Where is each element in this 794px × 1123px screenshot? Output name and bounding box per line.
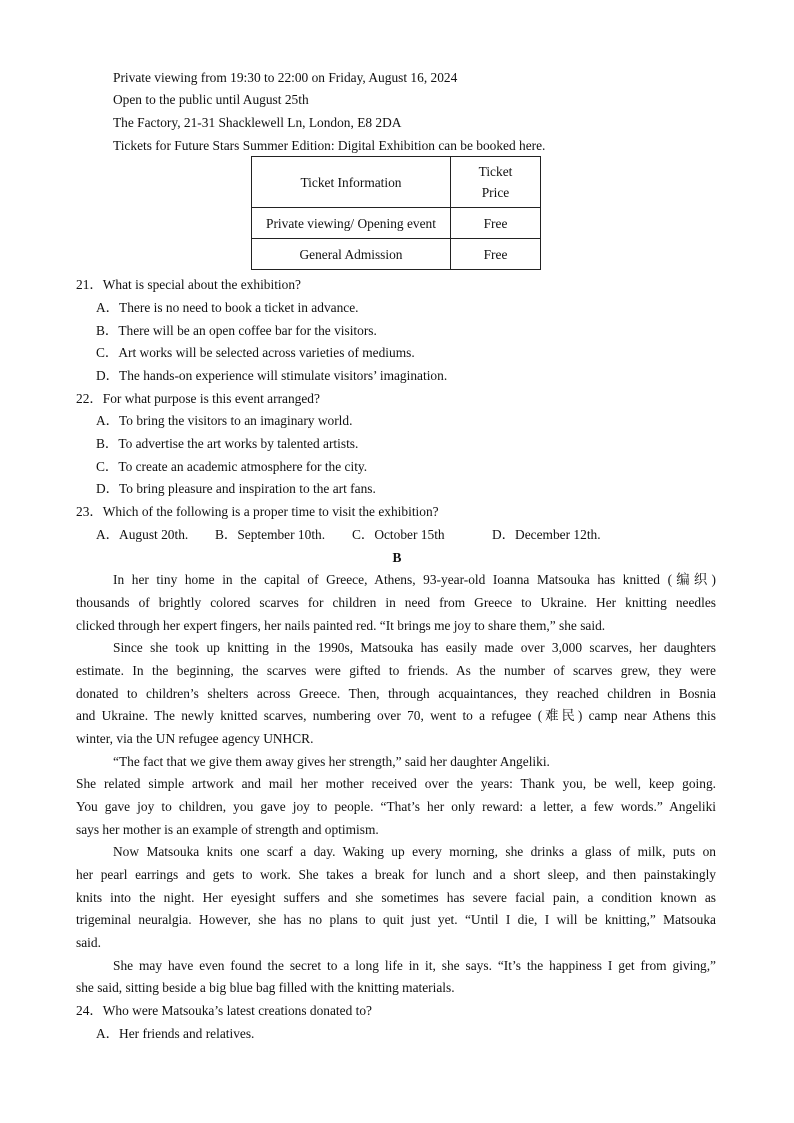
q22-stem: 22．For what purpose is this event arranged? (76, 391, 320, 406)
event-time: Private viewing from 19:30 to 22:00 on Friday, August 16, 2024 (113, 70, 458, 85)
table-row (252, 208, 541, 239)
q22-option-c: C．To create an academic atmosphere for the city. (96, 459, 368, 474)
table-header-price-line2: Price (481, 185, 510, 200)
q22-option-d: D．To bring pleasure and inspiration to the art fans. (96, 481, 376, 496)
q22-option-b: B．To advertise the art works by talented artists. (96, 436, 359, 451)
q23-stem: 23．Which of the following is a proper time to visit the exhibition? (76, 504, 439, 519)
table-header-info: Ticket Information (252, 157, 451, 208)
table-cell: Free (451, 239, 541, 270)
passage-line: knits into the night. Her eyesight suffers and she sometimes has severe facial pain, a condition known as (76, 890, 716, 905)
passage-line: her pearl earrings and gets to work. She takes a break for lunch and a short sleep, and then painstakingly (76, 867, 716, 882)
passage-line: She may have even found the secret to a long life in it, she says. “It’s the happiness I get from giving,” (113, 958, 716, 973)
passage-line: Since she took up knitting in the 1990s, Matsouka has easily made over 3,000 scarves, her daughters (113, 640, 716, 655)
passage-line: donated to children’s shelters across Greece. Then, through acquaintances, they reached children in Bosnia (76, 686, 716, 701)
passage-line: says her mother is an example of strength and optimism. (76, 822, 379, 837)
q21-option-a: A．There is no need to book a ticket in advance. (96, 300, 359, 315)
table-header-price (451, 157, 541, 208)
q23-option-a: A．August 20th. (96, 527, 189, 542)
q21-option-b: B．There will be an open coffee bar for the visitors. (96, 323, 377, 338)
q23-option-c: C．October 15th (352, 527, 445, 542)
q23-option-d: D．December 12th. (492, 527, 601, 542)
passage-line: said. (76, 935, 101, 950)
q23-option-b: B．September 10th. (215, 527, 326, 542)
passage-line: trigeminal neuralgia. However, she has no plans to quit just yet. “Until I die, I will be knitting,” Matsouka (76, 912, 716, 927)
passage-line: thousands of brightly colored scarves for children in need from Greece to Ukraine. Her knitting needles (76, 595, 716, 610)
q24-stem: 24．Who were Matsouka’s latest creations donated to? (76, 1003, 372, 1018)
event-address: The Factory, 21-31 Shacklewell Ln, London, E8 2DA (113, 115, 402, 130)
passage-line: She related simple artwork and mail her mother received over the years: Thank you, be well, keep going. (76, 776, 716, 791)
q21-option-d: D．The hands-on experience will stimulate visitors’ imagination. (96, 368, 448, 383)
passage-line: winter, via the UN refugee agency UNHCR. (76, 731, 314, 746)
passage-line: In her tiny home in the capital of Greece, Athens, 93-year-old Ioanna Matsouka has knitted (编织) (113, 572, 716, 587)
passage-line: she said, sitting beside a big blue bag filled with the knitting materials. (76, 980, 455, 995)
passage-line: You gave joy to children, you gave joy to people. “That’s her only reward: a letter, a few words.” Angeliki (76, 799, 716, 814)
passage-line: clicked through her expert fingers, her nails painted red. “It brings me joy to share them,” she said. (76, 618, 606, 633)
passage-line: estimate. In the beginning, the scarves were gifted to friends. As the number of scarves grew, they were (76, 663, 716, 678)
ticket-table (251, 156, 541, 270)
table-cell: General Admission (252, 239, 451, 270)
table-row (252, 239, 541, 270)
passage-line: Now Matsouka knits one scarf a day. Waking up every morning, she drinks a glass of milk, puts on (113, 844, 716, 859)
passage-line: and Ukraine. The newly knitted scarves, numbering over 70, went to a refugee (难民) camp near Athens this (76, 708, 716, 723)
table-cell: Private viewing/ Opening event (252, 208, 451, 239)
table-header-price-line1: Ticket (478, 164, 513, 179)
q21-option-c: C．Art works will be selected across varieties of mediums. (96, 345, 415, 360)
table-cell: Free (451, 208, 541, 239)
section-b-title: B (392, 550, 402, 565)
q21-stem: 21．What is special about the exhibition? (76, 277, 301, 292)
table-row (252, 157, 541, 208)
q22-option-a: A．To bring the visitors to an imaginary world. (96, 413, 353, 428)
event-public-dates: Open to the public until August 25th (113, 92, 309, 107)
passage-line: “The fact that we give them away gives her strength,” said her daughter Angeliki. (113, 754, 550, 769)
event-tickets-note: Tickets for Future Stars Summer Edition: Digital Exhibition can be booked here. (113, 138, 546, 153)
q24-option-a: A．Her friends and relatives. (96, 1026, 255, 1041)
